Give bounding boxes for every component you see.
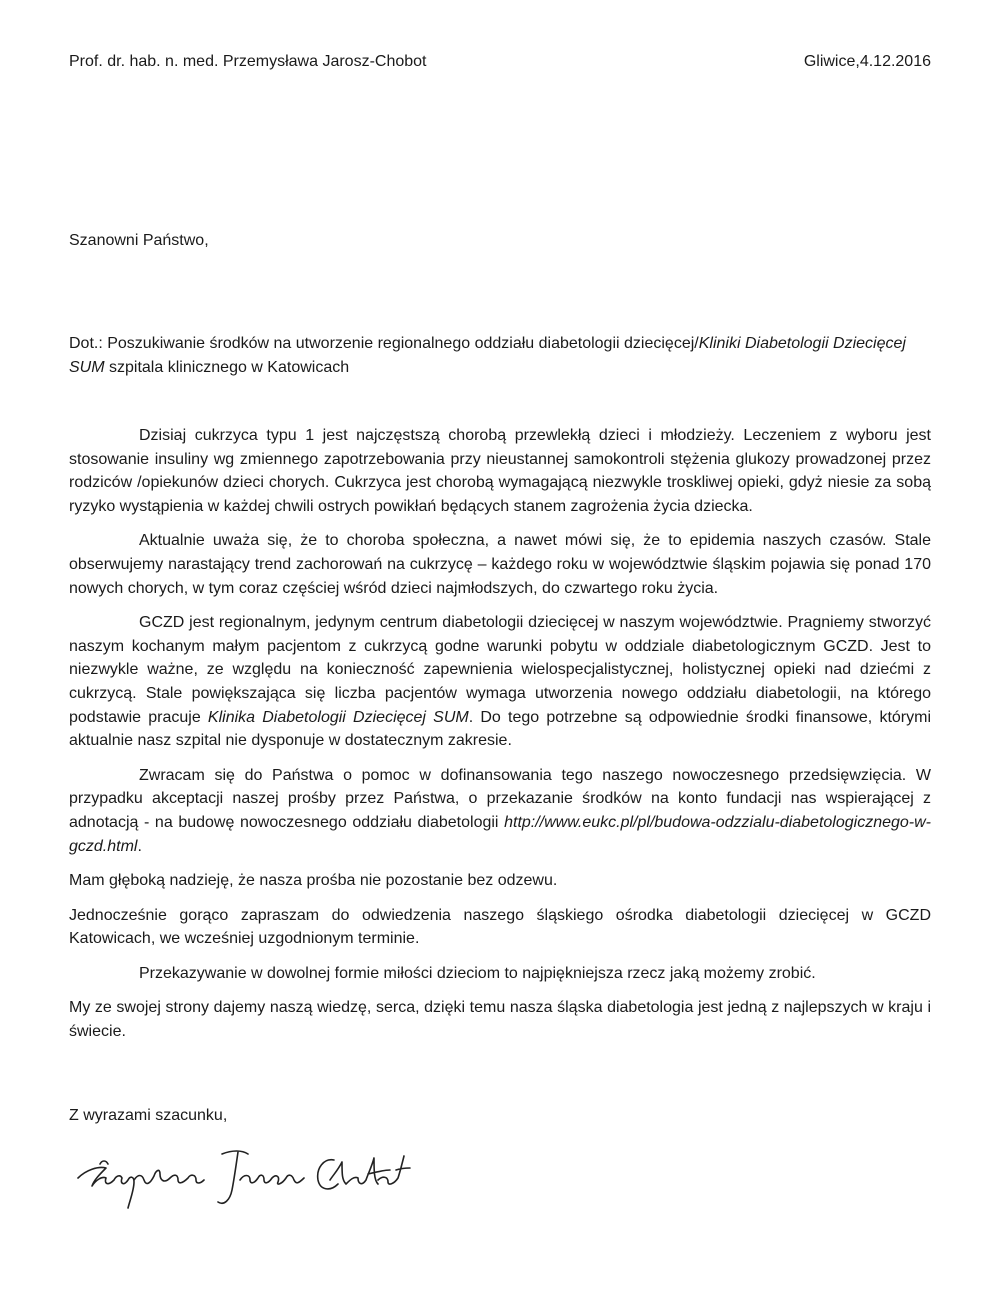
- paragraph-3: [69, 611, 931, 753]
- subject-line: [69, 332, 931, 380]
- place-date: Gliwice,4.12.2016: [803, 53, 931, 70]
- closing: Z wyrazami szacunku,: [69, 1107, 228, 1124]
- paragraph-8: My ze swojej strony dajemy naszą wiedzę, serca, dzięki temu nasza śląska diabetologia jest jedną z najlepszych w kraju i świecie.: [69, 999, 931, 1041]
- handwritten-signature: [72, 1140, 412, 1220]
- paragraph-1: Dzisiaj cukrzyca typu 1 jest najczęstszą chorobą przewlekłą dzieci i młodzieży. Leczeniem z wyboru jest stosowanie insuliny wg zmiennego zapotrzebowania przy nieustannej samokontroli stężenia glukozy prowadzonej przez rodziców /opiekunów dzieci chorych. Cukrzyca jest chorobą wymagającą niezwykle troskliwej opieki, gdyż niesie za sobą ryzyko wystąpienia w każdej chwili ostrych powikłań będących stanem zagrożenia życia dziecka.: [69, 427, 931, 515]
- letter-header: [69, 53, 931, 77]
- subject-suffix: szpitala klinicznego w Katowicach: [104, 359, 350, 376]
- subject-prefix: Dot.: Poszukiwanie środków na utworzenie regionalnego oddziału diabetologii dziecięcej/: [69, 335, 699, 352]
- fundraising-url: http://www.eukc.pl/pl/budowa-odzzialu-diabetologicznego-w-gczd.html: [69, 813, 931, 855]
- paragraph-5: Mam głęboką nadzieję, że nasza prośba nie pozostanie bez odzewu.: [69, 872, 558, 890]
- paragraph-4: [69, 764, 931, 858]
- paragraph-4-text-a: Zwracam się do Państwa o pomoc w dofinansowania tego naszego nowoczesnego przedsięwzięcia. W przypadku akceptacji naszej prośby przez Państwa, o przekazanie środków na konto fundacji nas wspierającej z adnotacją - na budowę nowoczesnego oddziału diabetologii: [69, 766, 931, 831]
- letter-body: [69, 424, 931, 1055]
- subject-clinic: Kliniki Diabetologii Dziecięcej SUM: [69, 335, 906, 376]
- paragraph-4-text-b: .: [137, 837, 142, 855]
- paragraph-6: Jednocześnie gorąco zapraszam do odwiedzenia naszego śląskiego ośrodka diabetologii dziecięcej w GCZD Katowicach, we wcześniej uzgodnionym terminie.: [69, 906, 931, 948]
- paragraph-2: Aktualnie uważa się, że to choroba społeczna, a nawet mówi się, że to epidemia naszych czasów. Stale obserwujemy narastający trend zachorowań na cukrzycę – każdego roku w województwie śląskim pojawia się ponad 170 nowych chorych, w tym coraz częściej wśród dzieci najmłodszych, do czwartego roku życia.: [69, 532, 931, 597]
- paragraph-3-text-b: . Do tego potrzebne są odpowiednie środki finansowe, którymi aktualnie nasz szpital nie dysponuje w dostatecznym zakresie.: [69, 708, 931, 750]
- paragraph-3-text-a: GCZD jest regionalnym, jedynym centrum diabetologii dziecięcej w naszym województwie. Pragniemy stworzyć naszym kochanym małym pacjentom z cukrzycą godne warunki pobytu w oddziale diabetologicznym GCZD. Jest to niezwykle ważne, ze względu na konieczność zapewnienia wielospecjalistycznej, holistycznej opieki nad dziećmi z cukrzycą. Stale powiększająca się liczba pacjentów wymaga utworzenia nowego oddziału diabetologii, na którego podstawie pracuje: [69, 614, 931, 726]
- paragraph-3-clinic: Klinika Diabetologii Dziecięcej SUM: [207, 708, 469, 726]
- paragraph-7: Przekazywanie w dowolnej formie miłości dzieciom to najpiękniejsza rzecz jaką możemy zrobić.: [139, 964, 816, 982]
- signature-graphic: [72, 1140, 412, 1220]
- salutation: Szanowni Państwo,: [69, 232, 209, 249]
- author-name: Prof. dr. hab. n. med. Przemysława Jarosz-Chobot: [69, 53, 427, 70]
